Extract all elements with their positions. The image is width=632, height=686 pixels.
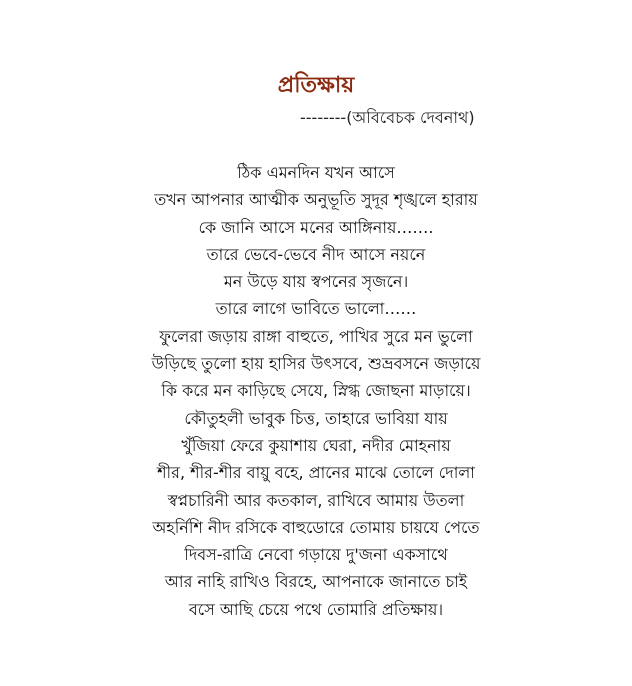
poem-line: তারে ভেবে-ভেবে নীদ আসে নয়নে xyxy=(206,244,426,264)
poem-line: কৌতুহলী ভাবুক চিত্ত, তাহারে ভাবিয়া যায় xyxy=(184,408,448,428)
poem-line: ঠিক এমনদিন যখন আসে xyxy=(237,163,395,182)
poem-line: মন উড়ে যায় স্বপনের সৃজনে। xyxy=(223,272,409,292)
poem-line: কি করে মন কাড়িছে সেযে, স্নিগ্ধ জোছনা মাড়ায়ে। xyxy=(161,381,471,401)
poem-line: উড়িছে তুলো হায় হাসির উৎসবে, শুভ্রবসনে জড়ায়ে xyxy=(151,354,481,374)
poem-line: আর নাহি রাখিও বিরহে, আপনাকে জানাতে চাই xyxy=(164,572,468,592)
poem-line: দিবস-রাত্রি নেবো গড়ায়ে দু'জনা একসাথে xyxy=(184,545,448,565)
poem-line: খুঁজিয়া ফেরে কুয়াশায় ঘেরা, নদীর মোহনায় xyxy=(181,435,451,455)
poem-author: --------(অবিবেচক দেবনাথ) xyxy=(300,108,475,127)
poem-line: তারে লাগে ভাবিতে ভালো…… xyxy=(215,299,417,319)
poem-line: ফুলেরা জড়ায় রাঙ্গা বাহুতে, পাখির সুরে মন ভুলো xyxy=(159,326,473,346)
poem-body xyxy=(0,159,632,623)
poem-line: কে জানি আসে মনের আঙ্গিনায়……. xyxy=(198,217,434,237)
poem-line: স্বপ্নচারিনী আর কতকাল, রাখিবে আমায় উতলা xyxy=(167,490,465,510)
poem-line: তখন আপনার আত্মীক অনুভূতি সুদূর শৃঙ্খলে হারায় xyxy=(154,190,478,210)
poem-line: বসে আছি চেয়ে পথে তোমারি প্রতিক্ষায়। xyxy=(188,599,444,619)
poem-title: প্রতিক্ষায় xyxy=(277,73,355,98)
poem-line: শীর, শীর-শীর বায়ু বহে, প্রানের মাঝে তোলে দোলা xyxy=(157,463,475,483)
poem-line: অহর্নিশি নীদ রসিকে বাহুডোরে তোমায় চায়যে পেতে xyxy=(152,517,480,537)
